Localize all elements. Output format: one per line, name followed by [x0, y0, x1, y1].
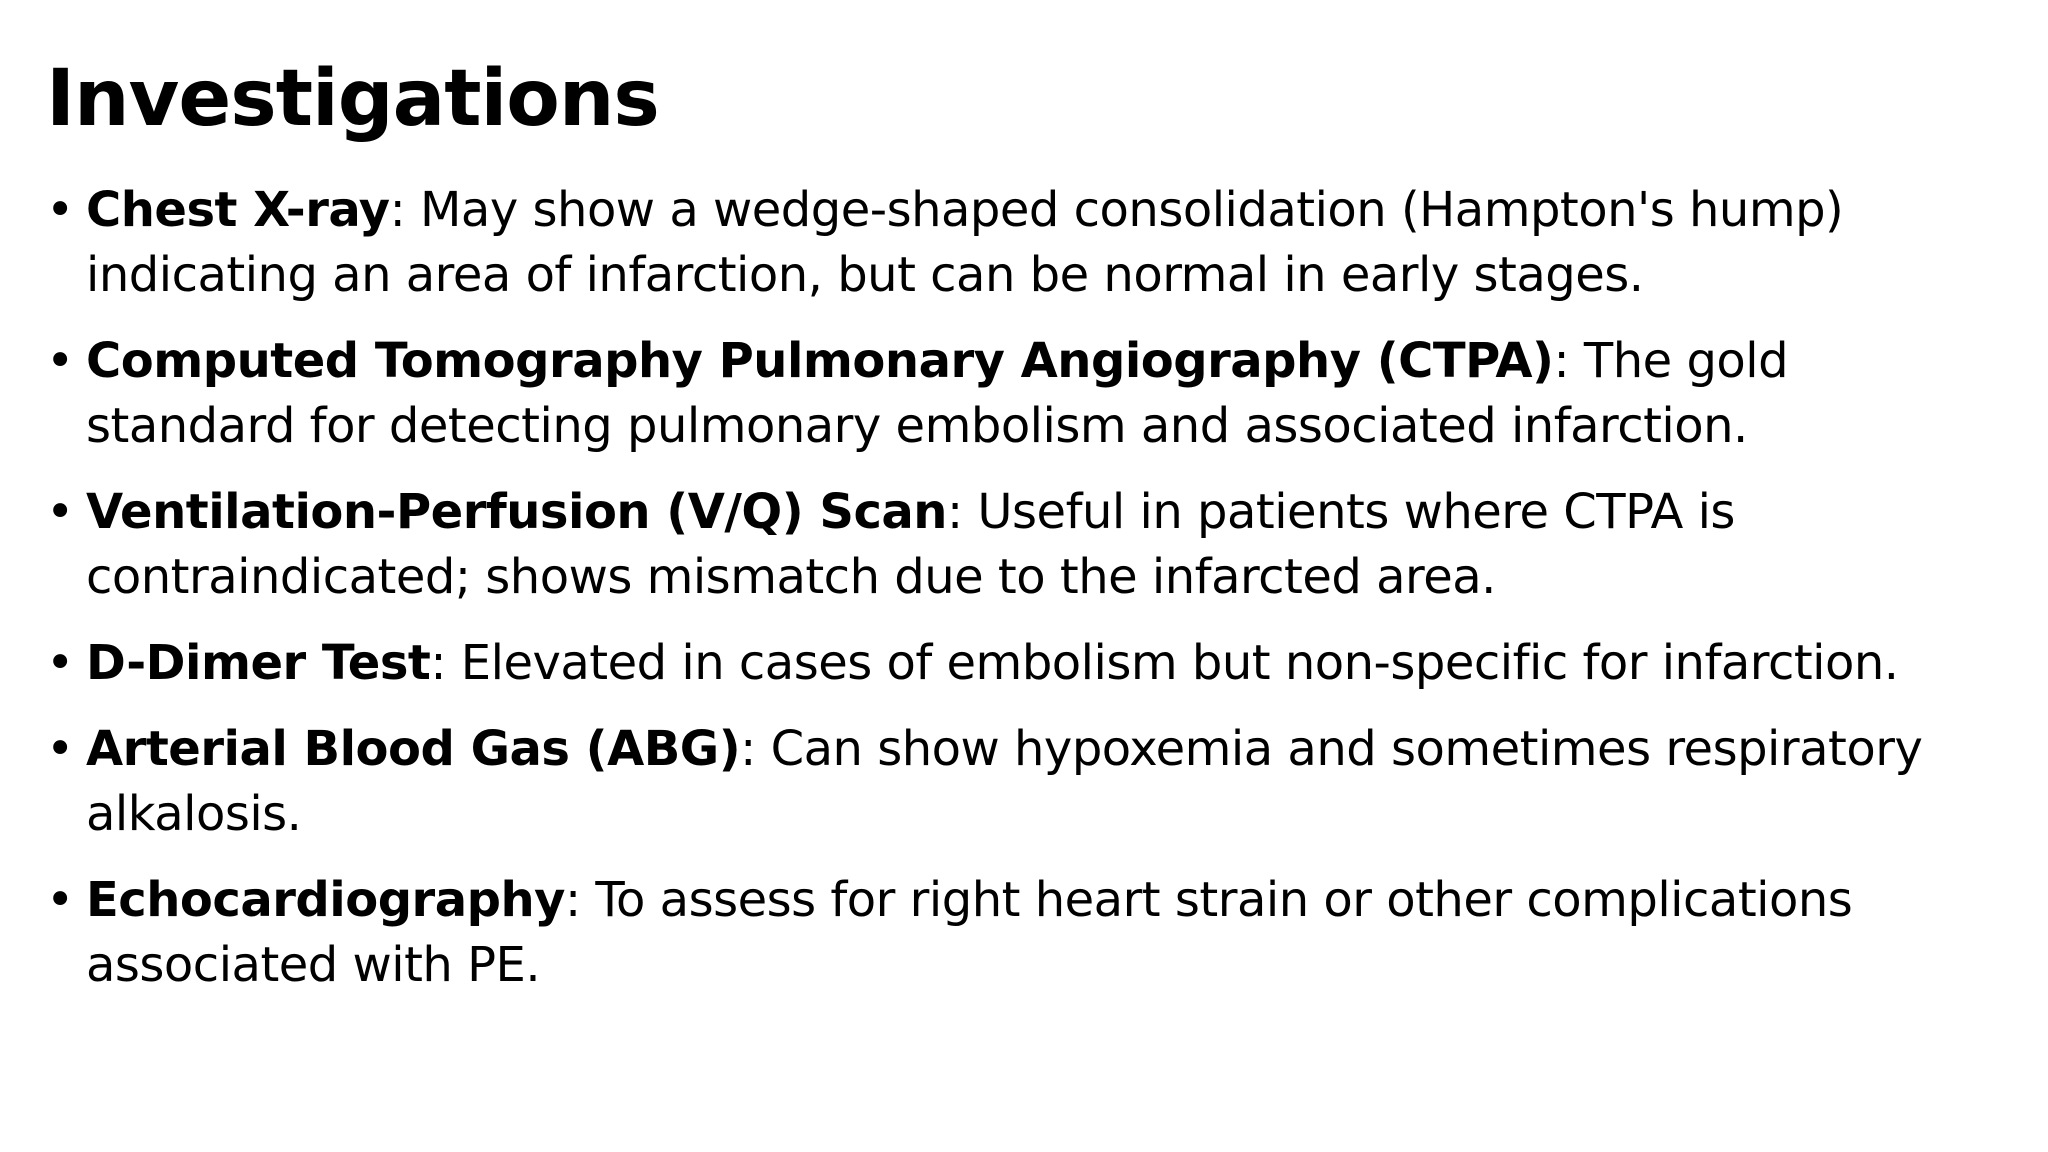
bullet-icon: •: [46, 721, 74, 777]
bullet-text: The gold standard for detecting pulmonary embolism and associated infarction.: [86, 333, 1789, 454]
bullet-item-d-dimer: [46, 631, 2006, 696]
bullet-icon: •: [46, 635, 74, 691]
bullet-term: Arterial Blood Gas (ABG): [86, 721, 741, 777]
bullet-text: Useful in patients where CTPA is contraindicated; shows mismatch due to the infarcted area.: [86, 484, 1735, 605]
bullet-item-vq-scan: [46, 480, 2006, 610]
bullet-list: [46, 178, 2006, 1019]
bullet-separator: :: [430, 635, 461, 691]
bullet-term: D-Dimer Test: [86, 635, 431, 691]
bullet-term: Computed Tomography Pulmonary Angiography (CTPA): [86, 333, 1554, 389]
bullet-text: May show a wedge-shaped consolidation (Hampton's hump) indicating an area of infarction, but can be normal in early stages.: [86, 182, 1844, 303]
bullet-icon: •: [46, 333, 74, 389]
slide-title: Investigations: [46, 54, 659, 144]
bullet-text: Can show hypoxemia and sometimes respiratory alkalosis.: [86, 721, 1923, 842]
bullet-item-echocardiography: [46, 868, 2006, 998]
bullet-separator: :: [564, 872, 596, 928]
bullet-icon: •: [46, 484, 74, 540]
bullet-item-abg: [46, 717, 2006, 847]
bullet-icon: •: [46, 872, 74, 928]
bullet-text: To assess for right heart strain or other complications associated with PE.: [86, 872, 1853, 993]
bullet-separator: :: [740, 721, 771, 777]
bullet-term: Chest X-ray: [86, 182, 390, 238]
bullet-separator: :: [389, 182, 421, 238]
bullet-item-chest-xray: [46, 178, 2006, 308]
bullet-separator: :: [946, 484, 978, 540]
bullet-separator: :: [1553, 333, 1584, 389]
bullet-text: Elevated in cases of embolism but non-specific for infarction.: [460, 635, 1899, 691]
bullet-icon: •: [46, 182, 74, 238]
bullet-item-ctpa: [46, 329, 2006, 459]
bullet-term: Ventilation-Perfusion (V/Q) Scan: [86, 484, 947, 540]
bullet-term: Echocardiography: [86, 872, 565, 928]
